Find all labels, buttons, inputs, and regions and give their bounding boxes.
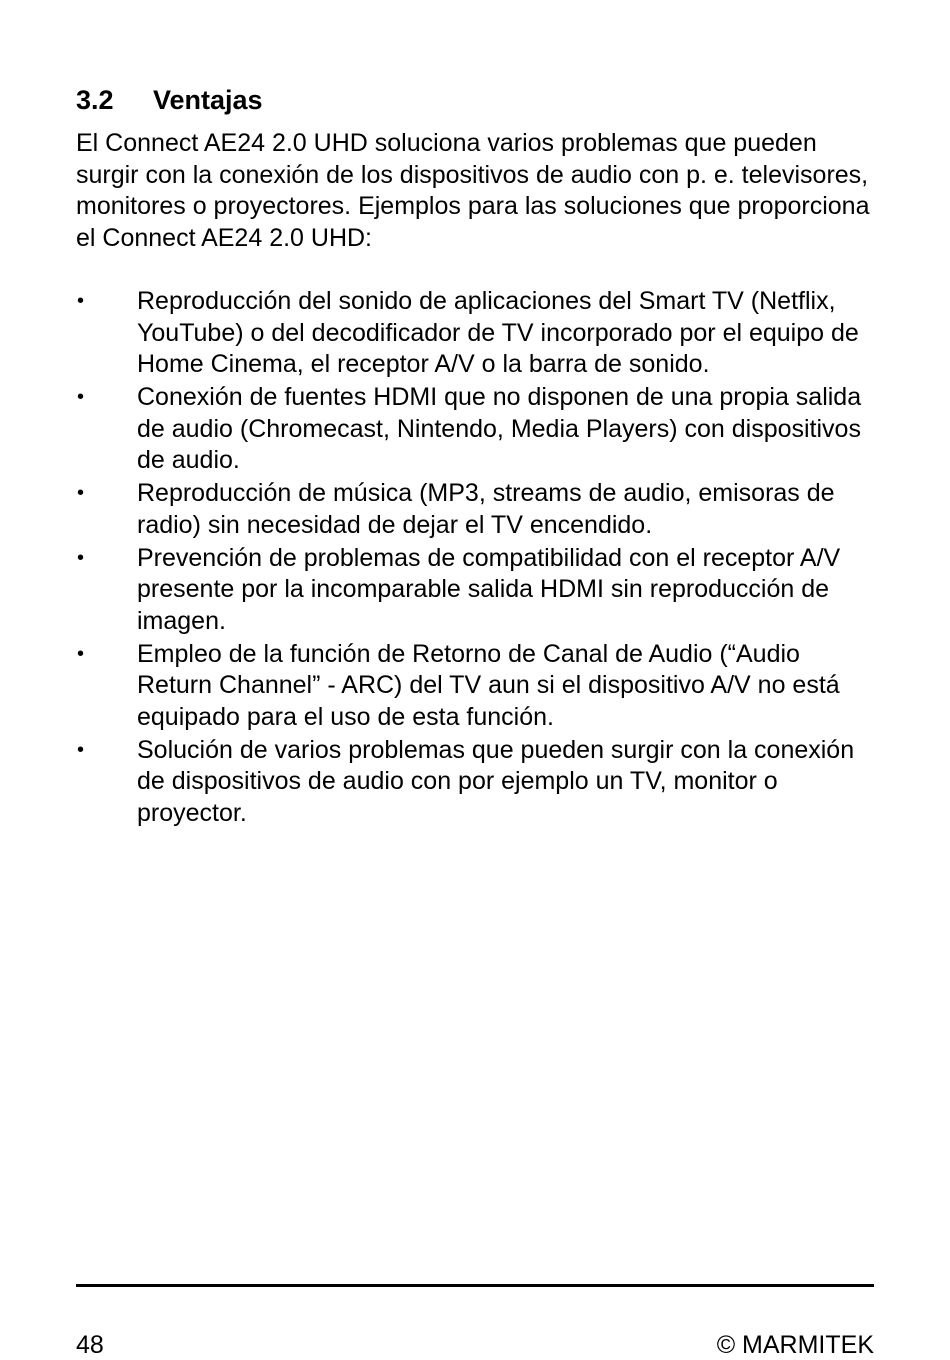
advantages-list bbox=[76, 286, 874, 831]
list-item-text: Empleo de la función de Retorno de Canal de Audio (“Audio Return Channel” - ARC) del TV aun si el dispositivo A/V no está equipado para el uso de esta función. bbox=[137, 639, 840, 731]
list-item bbox=[76, 382, 874, 477]
bullet-icon: • bbox=[77, 290, 85, 312]
list-item-text: Solución de varios problemas que pueden surgir con la conexión de dispositivos de audio con por ejemplo un TV, monitor o proyector. bbox=[137, 735, 855, 827]
list-item bbox=[76, 478, 874, 541]
list-item bbox=[76, 735, 874, 830]
list-item bbox=[76, 286, 874, 381]
section-number: 3.2 bbox=[76, 85, 114, 115]
copyright-notice: © MARMITEK bbox=[716, 1331, 874, 1359]
section-heading bbox=[76, 82, 263, 118]
bullet-icon: • bbox=[77, 386, 85, 408]
bullet-icon: • bbox=[77, 482, 85, 504]
section-title: Ventajas bbox=[153, 85, 263, 115]
list-item-text: Reproducción de música (MP3, streams de audio, emisoras de radio) sin necesidad de dejar el TV encendido. bbox=[137, 479, 835, 539]
list-item bbox=[76, 639, 874, 734]
bullet-icon: • bbox=[77, 642, 85, 665]
bullet-icon: • bbox=[77, 738, 85, 761]
list-item-text: Reproducción del sonido de aplicaciones del Smart TV (Netflix, YouTube) o del decodificador de TV incorporado por el equipo de Home Cinema, el receptor A/V o la barra de sonido. bbox=[137, 287, 859, 378]
bullet-icon: • bbox=[77, 546, 85, 569]
manual-page bbox=[76, 0, 874, 1359]
list-item-text: Prevención de problemas de compatibilidad con el receptor A/V presente por la incomparable salida HDMI sin reproducción de imagen. bbox=[137, 543, 841, 635]
list-item bbox=[76, 543, 874, 638]
list-item-text: Conexión de fuentes HDMI que no disponen de una propia salida de audio (Chromecast, Nintendo, Media Players) con dispositivos de audio. bbox=[137, 383, 862, 474]
footer-divider bbox=[76, 1284, 874, 1287]
page-number: 48 bbox=[76, 1331, 104, 1359]
intro-paragraph: El Connect AE24 2.0 UHD soluciona varios problemas que pueden surgir con la conexión de los dispositivos de audio con p. e. televisores, monitores o proyectores. Ejemplos para las soluciones que proporciona el Connect AE24 2.0 UHD: bbox=[76, 129, 870, 252]
